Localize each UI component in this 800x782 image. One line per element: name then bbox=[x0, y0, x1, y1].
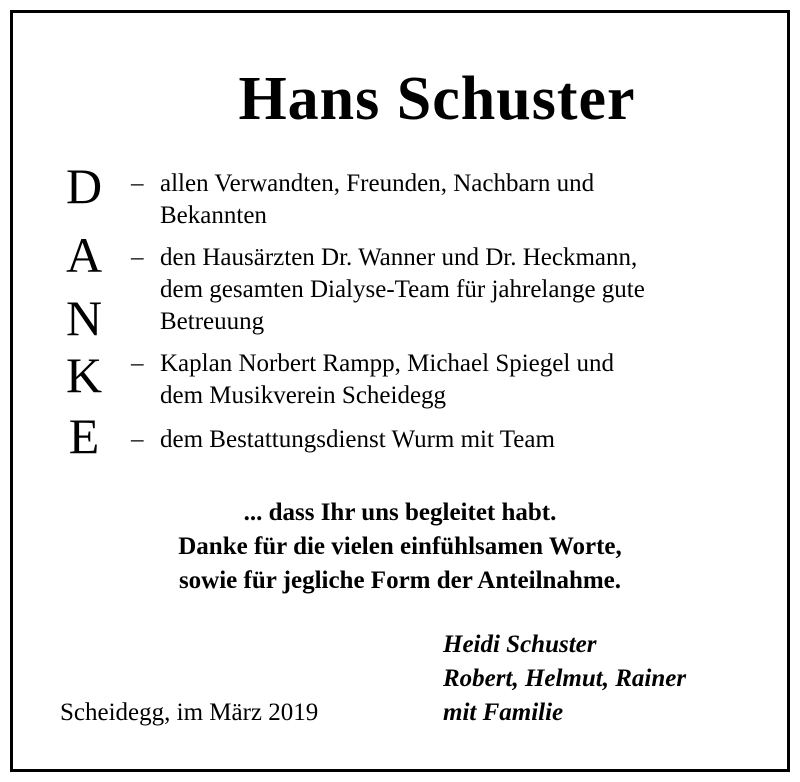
closing-line: ... dass Ihr uns begleitet habt. bbox=[243, 499, 557, 526]
thanks-item-relatives bbox=[160, 168, 594, 232]
danke-letter-e: E bbox=[68, 408, 100, 464]
thanks-item-line: Kaplan Norbert Rampp, Michael Spiegel und bbox=[160, 350, 615, 377]
thanks-item-line: dem Musikverein Scheidegg bbox=[160, 382, 447, 409]
thanks-item-line: dem gesamten Dialyse-Team für jahrelange gute bbox=[160, 276, 645, 303]
item-dash: – bbox=[131, 244, 144, 271]
danke-letter-k: K bbox=[65, 347, 103, 403]
signature-line: mit Familie bbox=[443, 699, 564, 726]
closing-message bbox=[0, 496, 800, 598]
thanks-item-line: Betreuung bbox=[160, 308, 265, 335]
signature-line: Heidi Schuster bbox=[443, 631, 597, 658]
thanks-item-funeral-service bbox=[160, 424, 555, 456]
item-dash: – bbox=[131, 426, 144, 453]
thanks-item-clergy-music bbox=[160, 348, 614, 412]
place-date: Scheidegg, im März 2019 bbox=[60, 699, 319, 726]
deceased-name-title: Hans Schuster bbox=[238, 65, 636, 133]
danke-letter-d: D bbox=[65, 158, 103, 214]
thanks-item-line: Bekannten bbox=[160, 202, 267, 229]
closing-line: sowie für jegliche Form der Anteilnahme. bbox=[178, 567, 622, 594]
item-dash: – bbox=[131, 170, 144, 197]
danke-letter-a: A bbox=[65, 227, 103, 283]
thanks-item-doctors bbox=[160, 242, 645, 338]
signature-line: Robert, Helmut, Rainer bbox=[443, 665, 687, 692]
thanks-item-line: dem Bestattungsdienst Wurm mit Team bbox=[160, 426, 555, 453]
item-dash: – bbox=[131, 350, 144, 377]
thanks-item-line: den Hausärzten Dr. Wanner und Dr. Heckmann, bbox=[160, 244, 638, 271]
thanks-item-line: allen Verwandten, Freunden, Nachbarn und bbox=[160, 170, 595, 197]
signature-block bbox=[443, 628, 686, 730]
danke-letter-n: N bbox=[65, 290, 103, 346]
closing-line: Danke für die vielen einfühlsamen Worte, bbox=[178, 533, 622, 560]
